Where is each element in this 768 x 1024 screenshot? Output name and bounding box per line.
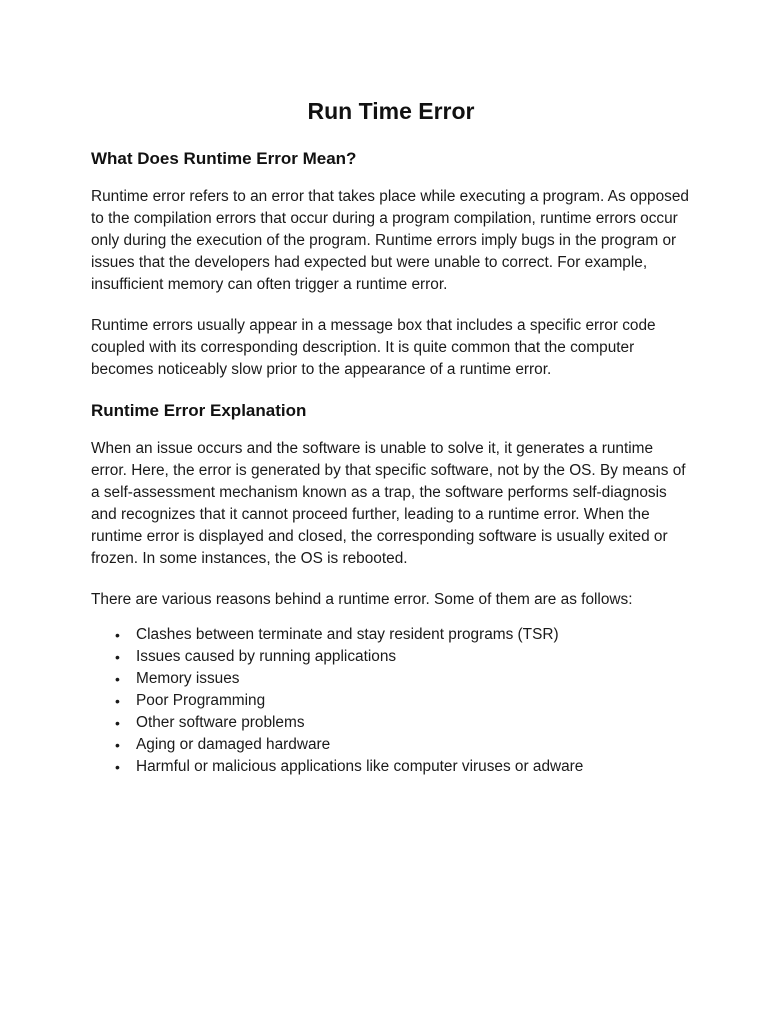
list-item xyxy=(91,646,691,668)
list-item-text: Poor Programming xyxy=(136,692,266,709)
bullet-icon: • xyxy=(115,649,120,665)
list-item-text: Memory issues xyxy=(136,670,240,687)
list-item-text: Issues caused by running applications xyxy=(136,648,397,665)
bullet-icon: • xyxy=(115,759,120,775)
section-heading-explanation: Runtime Error Explanation xyxy=(91,401,307,420)
list-item-text: Clashes between terminate and stay resident programs (TSR) xyxy=(136,626,559,643)
list-item xyxy=(91,712,691,734)
list-item xyxy=(91,734,691,756)
document-title: Run Time Error xyxy=(307,98,475,124)
list-item-text: Harmful or malicious applications like computer viruses or adware xyxy=(136,758,584,775)
paragraph-reasons-intro: There are various reasons behind a runtime error. Some of them are as follows: xyxy=(91,591,633,608)
bullet-icon: • xyxy=(115,693,120,709)
list-item xyxy=(91,624,691,646)
list-item-text: Aging or damaged hardware xyxy=(136,736,331,753)
bullet-icon: • xyxy=(115,627,120,643)
document-content xyxy=(91,96,691,778)
section-heading-meaning: What Does Runtime Error Mean? xyxy=(91,149,357,168)
paragraph-message-box: Runtime errors usually appear in a message box that includes a specific error code coupled with its corresponding description. It is quite common that the computer becomes noticeably slow prior to the appearance of a runtime error. xyxy=(91,317,656,378)
list-item-text: Other software problems xyxy=(136,714,305,731)
paragraph-definition: Runtime error refers to an error that takes place while executing a program. As opposed to the compilation errors that occur during a program compilation, runtime errors occur only during the execution of the program. Runtime errors imply bugs in the program or issues that the developers had expected but were unable to correct. For example, insufficient memory can often trigger a runtime error. xyxy=(91,188,689,293)
list-item xyxy=(91,690,691,712)
reasons-list xyxy=(91,624,691,778)
list-item xyxy=(91,756,691,778)
bullet-icon: • xyxy=(115,715,120,731)
paragraph-explanation: When an issue occurs and the software is unable to solve it, it generates a runtime error. Here, the error is generated by that specific software, not by the OS. By means of a self-assessment mechanism known as a trap, the software performs self-diagnosis and recognizes that it cannot proceed further, leading to a runtime error. When the runtime error is displayed and closed, the corresponding software is usually exited or frozen. In some instances, the OS is rebooted. xyxy=(91,440,686,567)
bullet-icon: • xyxy=(115,737,120,753)
bullet-icon: • xyxy=(115,671,120,687)
list-item xyxy=(91,668,691,690)
